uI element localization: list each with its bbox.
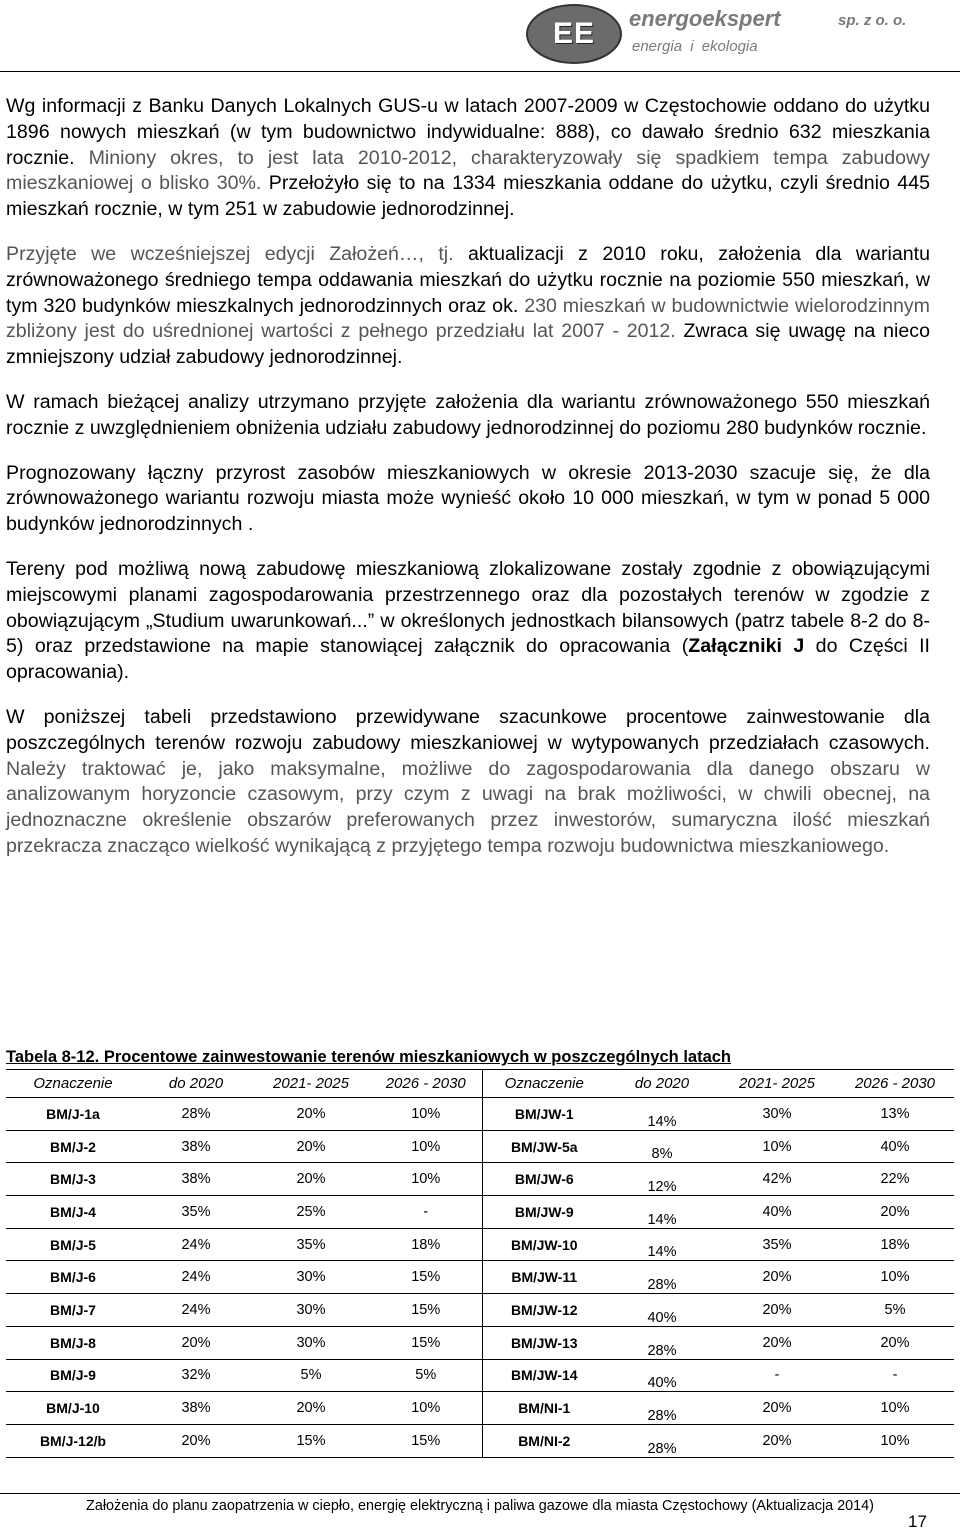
footer-title: Założenia do planu zaopatrzenia w ciepło, energię elektryczną i paliwa gazowe dla miasta Częstochowy (Aktualizacja 2014) [86,1498,874,1514]
header-cell: 2026 - 2030 [836,1070,954,1098]
percent-cell: 20% [252,1098,370,1131]
footer-divider [0,1493,960,1494]
paragraph-6-part-a: W poniższej tabeli przedstawiono przewidywane szacunkowe procentowe zainwestowanie dla poszczególnych terenów rozwoju zabudowy mieszkaniowej w wytypowanych przedziałach czasowych. [6,705,930,754]
percent-cell: 18% [836,1228,954,1261]
table-row [6,1196,954,1229]
company-logo [526,4,622,64]
percent-cell: 12% [606,1163,718,1196]
percent-cell: 28% [140,1098,252,1131]
area-code-cell: BM/JW-14 [482,1359,606,1392]
area-code-cell: BM/JW-12 [482,1294,606,1327]
percent-cell: 22% [836,1163,954,1196]
percent-cell: 24% [140,1228,252,1261]
percent-cell: 20% [718,1294,836,1327]
percent-cell: 40% [718,1196,836,1229]
table-section [6,1048,954,1458]
percent-cell: 24% [140,1294,252,1327]
percent-cell: - [718,1359,836,1392]
percent-cell: 10% [718,1130,836,1163]
area-code-cell: BM/JW-1 [482,1098,606,1131]
percent-cell: 14% [606,1098,718,1131]
paragraph-2-part-a: Przyjęte we wcześniejszej edycji Założeń…, tj. [6,242,468,265]
table-caption-title: Procentowe zainwestowanie terenów mieszkaniowych w poszczególnych latach [99,1048,732,1066]
page-number: 17 [908,1512,927,1531]
table-row [6,1326,954,1359]
percent-cell: 8% [606,1130,718,1163]
percent-cell: 40% [836,1130,954,1163]
percent-cell: 25% [252,1196,370,1229]
percent-cell: 30% [718,1098,836,1131]
investment-table [6,1069,954,1458]
area-code-cell: BM/J-9 [6,1359,140,1392]
paragraph-3: W ramach bieżącej analizy utrzymano przyjęte założenia dla wariantu zrównoważonego 550 mieszkań rocznie z uwzględnieniem obniżenia udziału zabudowy jednorodzinnej do poziomu 280 budynków rocznie. [6,390,930,439]
percent-cell: 28% [606,1424,718,1457]
paragraph-2 [6,242,930,371]
table-row [6,1098,954,1131]
percent-cell: 24% [140,1261,252,1294]
percent-cell: 10% [370,1098,482,1131]
paragraph-6-part-b: Należy traktować je, jako maksymalne, możliwe do zagospodarowania dla danego obszaru w analizowanym horyzoncie czasowym, przy czym z uwagi na brak możliwości, w chwili obecnej, na jednoznaczne określenie obszarów preferowanych przez inwestorów, sumaryczna ilość mieszkań przekracza znacząco wielkość wynikającą z przyjętego tempa rozwoju budownictwa mieszkaniowego. [6,757,930,857]
area-code-cell: BM/J-3 [6,1163,140,1196]
table-row [6,1130,954,1163]
table-row [6,1294,954,1327]
percent-cell: 40% [606,1359,718,1392]
percent-cell: 30% [252,1326,370,1359]
percent-cell: - [370,1196,482,1229]
percent-cell: 15% [252,1424,370,1457]
area-code-cell: BM/J-8 [6,1326,140,1359]
percent-cell: 20% [718,1424,836,1457]
percent-cell: 40% [606,1294,718,1327]
table-row [6,1228,954,1261]
percent-cell: 20% [140,1326,252,1359]
paragraph-2-part-d: Zwraca się uwagę na nieco zmniejszony udział zabudowy jednorodzinnej. [6,320,930,369]
header-cell: Oznaczenie [6,1070,140,1098]
header-divider [0,71,960,72]
percent-cell: 38% [140,1392,252,1425]
area-code-cell: BM/J-6 [6,1261,140,1294]
area-code-cell: BM/J-10 [6,1392,140,1425]
percent-cell: 10% [836,1392,954,1425]
percent-cell: 20% [718,1261,836,1294]
percent-cell: 18% [370,1228,482,1261]
paragraph-1 [6,94,930,223]
header-cell: Oznaczenie [482,1070,606,1098]
percent-cell: 30% [252,1261,370,1294]
area-code-cell: BM/J-7 [6,1294,140,1327]
paragraph-1-part-b: Miniony okres, to jest lata 2010-2012, charakteryzowały się spadkiem tempa zabudowy mieszkaniowej o blisko 30%. [6,146,930,195]
area-code-cell: BM/JW-11 [482,1261,606,1294]
percent-cell: 14% [606,1196,718,1229]
area-code-cell: BM/J-4 [6,1196,140,1229]
header-cell: do 2020 [140,1070,252,1098]
area-code-cell: BM/J-2 [6,1130,140,1163]
percent-cell: 15% [370,1424,482,1457]
area-code-cell: BM/JW-13 [482,1326,606,1359]
area-code-cell: BM/JW-9 [482,1196,606,1229]
percent-cell: - [836,1359,954,1392]
percent-cell: 20% [718,1392,836,1425]
table-body [6,1098,954,1458]
paragraph-2-part-b: aktualizacji z 2010 roku, założenia dla wariantu zrównoważonego średniego tempa oddawania mieszkań do użytku rocznie na poziomie 550 mieszkań, w tym 320 budynków mieszkalnych jednorodzinnych oraz ok. [6,242,930,317]
percent-cell: 5% [252,1359,370,1392]
percent-cell: 20% [836,1326,954,1359]
paragraph-5-part-a: Tereny pod możliwą nową zabudowę mieszkaniową zlokalizowane zostały zgodnie z obowiązującymi miejscowymi planami zagospodarowania przestrzennego oraz dla pozostałych terenów w zgodzie z obowiązującym „Studium uwarunkowań...” w określonych jednostkach bilansowych (patrz tabele 8-2 do 8-5) oraz przedstawione na mapie stanowiącej załącznik do opracowania ( [6,557,930,658]
percent-cell: 38% [140,1163,252,1196]
area-code-cell: BM/JW-6 [482,1163,606,1196]
percent-cell: 28% [606,1261,718,1294]
page-header [0,0,960,75]
percent-cell: 20% [252,1163,370,1196]
area-code-cell: BM/J-12/b [6,1424,140,1457]
percent-cell: 38% [140,1130,252,1163]
brand-tagline: energia i ekologia [632,38,758,55]
percent-cell: 42% [718,1163,836,1196]
table-caption [6,1048,954,1067]
body-text [6,94,930,860]
paragraph-5 [6,557,930,686]
percent-cell: 32% [140,1359,252,1392]
brand-name: energoekspert [629,6,781,31]
percent-cell: 10% [370,1392,482,1425]
percent-cell: 35% [252,1228,370,1261]
table-row [6,1424,954,1457]
percent-cell: 15% [370,1294,482,1327]
percent-cell: 10% [370,1163,482,1196]
paragraph-1-part-a: Wg informacji z Banku Danych Lokalnych GUS-u w latach 2007-2009 w Częstochowie oddano do użytku 1896 nowych mieszkań (w tym budownictwo indywidualne: 888), co dawało średnio 632 mieszkania rocznie. [6,95,930,169]
header-cell: 2026 - 2030 [370,1070,482,1098]
percent-cell: 10% [370,1130,482,1163]
brand-suffix: sp. z o. o. [838,12,907,29]
area-code-cell: BM/JW-5a [482,1130,606,1163]
percent-cell: 15% [370,1326,482,1359]
paragraph-4: Prognozowany łączny przyrost zasobów mieszkaniowych w okresie 2013-2030 szacuje się, że dla zrównoważonego wariantu rozwoju miasta może wynieść około 10 000 mieszkań, w tym w ponad 5 000 budynków jednorodzinnych . [6,461,930,536]
percent-cell: 35% [718,1228,836,1261]
header-cell: 2021- 2025 [252,1070,370,1098]
percent-cell: 28% [606,1326,718,1359]
area-code-cell: BM/NI-1 [482,1392,606,1425]
header-cell: do 2020 [606,1070,718,1098]
paragraph-5-part-c: do Części II opracowania). [6,635,930,684]
percent-cell: 20% [718,1326,836,1359]
paragraph-1-part-c: Przełożyło się to na 1334 mieszkania oddane do użytku, czyli średnio 445 mieszkań rocznie, w tym 251 w zabudowie jednorodzinnej. [6,172,931,221]
paragraph-2-part-c: 230 mieszkań w budownictwie wielorodzinnym zbliżony jest do uśrednionej wartości z pełnego przedziału lat 2007 - 2012. [6,294,930,343]
percent-cell: 10% [836,1424,954,1457]
table-caption-number: Tabela 8-12. [6,1048,100,1066]
percent-cell: 10% [836,1261,954,1294]
percent-cell: 13% [836,1098,954,1131]
percent-cell: 15% [370,1261,482,1294]
percent-cell: 30% [252,1294,370,1327]
paragraph-6 [6,705,930,860]
attachment-reference: Załączniki J [688,635,805,658]
percent-cell: 20% [252,1130,370,1163]
percent-cell: 5% [370,1359,482,1392]
percent-cell: 35% [140,1196,252,1229]
percent-cell: 5% [836,1294,954,1327]
area-code-cell: BM/JW-10 [482,1228,606,1261]
table-row [6,1261,954,1294]
logo-mark: EE [552,17,596,50]
table-row [6,1359,954,1392]
area-code-cell: BM/J-5 [6,1228,140,1261]
percent-cell: 14% [606,1228,718,1261]
percent-cell: 28% [606,1392,718,1425]
table-row [6,1392,954,1425]
header-cell: 2021- 2025 [718,1070,836,1098]
percent-cell: 20% [836,1196,954,1229]
percent-cell: 20% [140,1424,252,1457]
table-row [6,1163,954,1196]
table-header-row [6,1070,954,1098]
area-code-cell: BM/J-1a [6,1098,140,1131]
area-code-cell: BM/NI-2 [482,1424,606,1457]
percent-cell: 20% [252,1392,370,1425]
